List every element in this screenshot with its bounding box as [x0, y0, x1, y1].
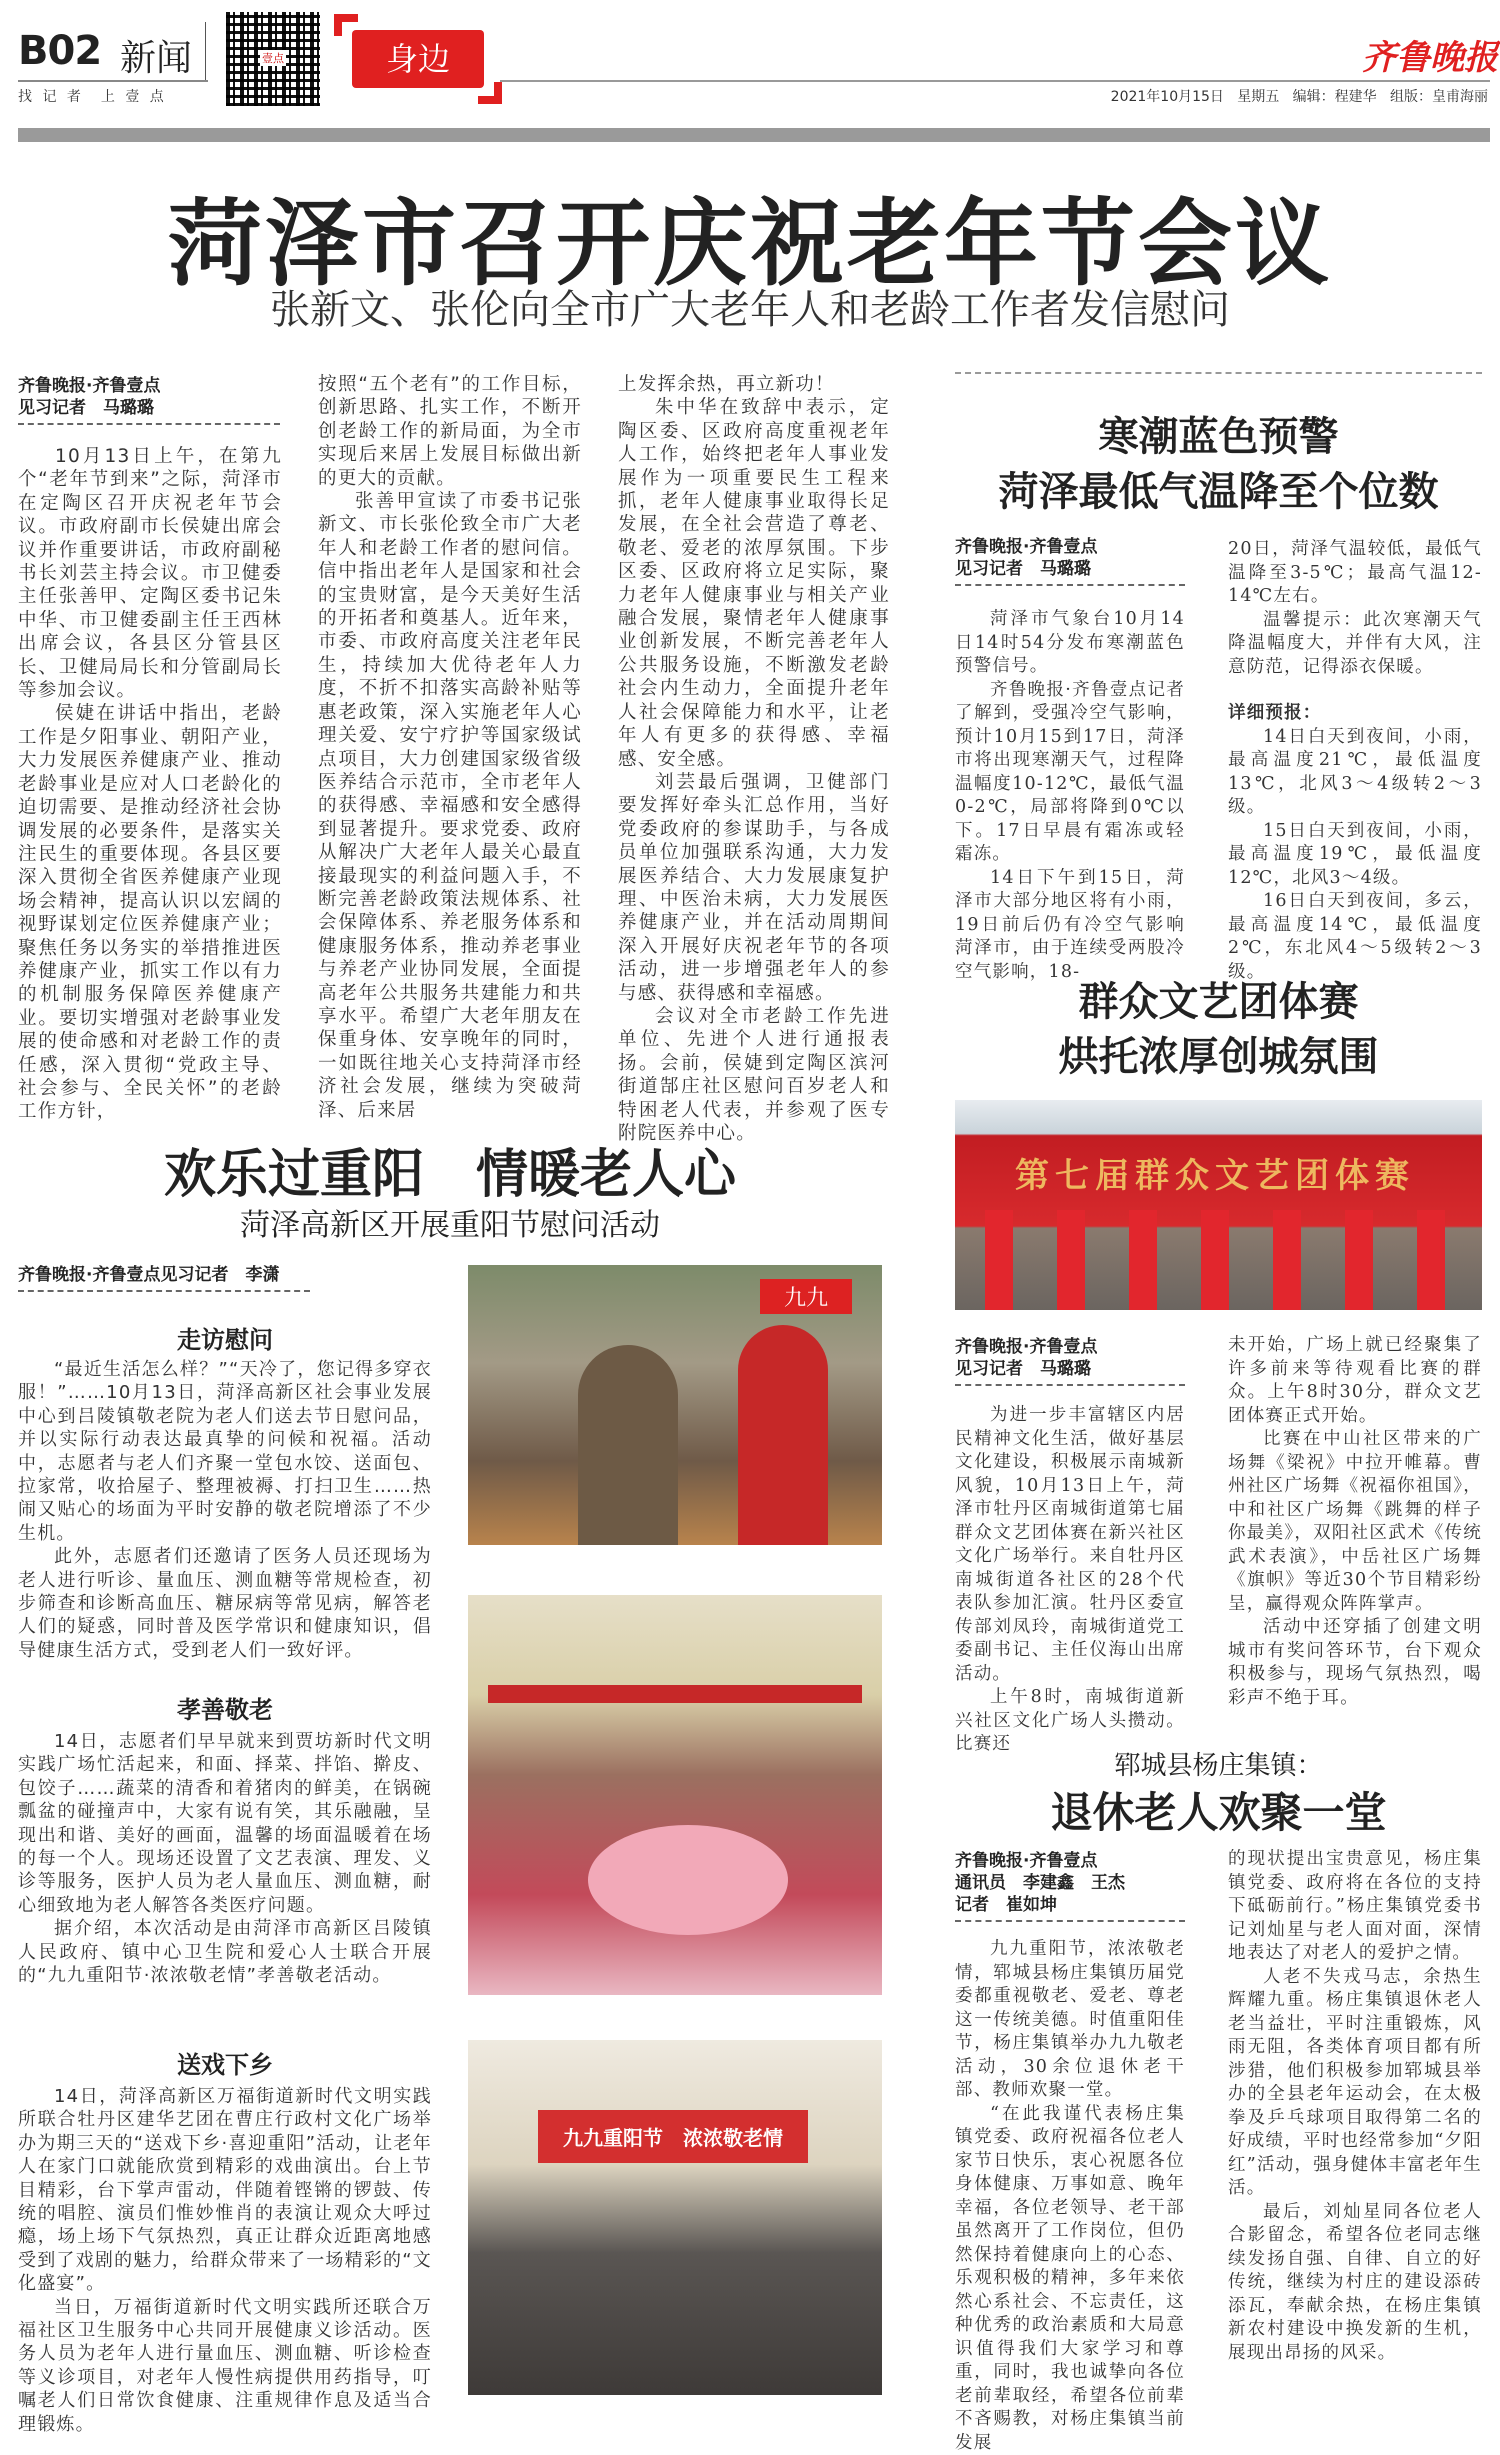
retirees-column-2 [1228, 1848, 1482, 2365]
section-name: 新闻 [120, 30, 192, 81]
byline-correspondents: 通讯员 李建鑫 王杰 [955, 1872, 1185, 1894]
slogan: 找 记 者 上 壹 点 [18, 86, 167, 106]
chongyang-byline: 齐鲁晚报·齐鲁壹点见习记者 李潇 [18, 1264, 310, 1292]
byline-source: 齐鲁晚报·齐鲁壹点 [955, 1850, 1185, 1872]
issue-weekday: 星期五 [1237, 89, 1279, 105]
byline-reporter: 见习记者 马璐璐 [955, 558, 1185, 580]
dance-performance-photo [955, 1100, 1482, 1310]
header-underline [18, 80, 208, 82]
weather-forecast-list [1228, 726, 1482, 985]
right-column-rule [955, 372, 1482, 374]
paragraph: 齐鲁晚报·齐鲁壹点记者了解到，受强冷空气影响，预计10月15到17日，菏泽市将出现寒潮天气，过程降温幅度10-12℃，最低气温0-2℃，局部将降到0℃以下。17日早晨有霜冻或轻霜冻。 [955, 679, 1185, 867]
paragraph: 此外，志愿者们还邀请了医务人员还现场为老人进行听诊、量血压、测血糖等常规检查，初步筛查和诊断高血压、糖尿病等常见病，解答老人们的疑惑，同时普及医学常识和健康知识，倡导健康生活方式，受到老人们一致好评。 [18, 1545, 432, 1662]
paragraph: 朱中华在致辞中表示，定陶区委、区政府高度重视老年人工作，始终把老年人事业发展作为一项重要民生工程来抓，老年人健康事业取得长足发展，在全社会营造了尊老、敬老、爱老的浓厚氛围。下步区委、区政府将立足实际，聚力老年人健康事业与相关产业融合发展，聚情老年人健康事业创新发展，不断完善老年人公共服务设施，不断激发老龄社会内生动力，全面提升老年人社会保障能力和水平，让老年人有更多的获得感、幸福感、安全感。 [618, 396, 890, 771]
paragraph: 温馨提示：此次寒潮天气降温幅度大，并伴有大风，注意防范，记得添衣保暖。 [1228, 609, 1482, 680]
paragraph: 未开始，广场上就已经聚集了许多前来等待观看比赛的群众。上午8时30分，群众文艺团体赛正式开始。 [1228, 1334, 1482, 1428]
paragraph: 据介绍，本次活动是由菏泽市高新区吕陵镇人民政府、镇中心卫生院和爱心人士联合开展的“九九重阳节·浓浓敬老情”孝善敬老活动。 [18, 1917, 432, 1987]
paragraph: 的现状提出宝贵意见，杨庄集镇党委、政府将在各位的支持下砥砺前行。”杨庄集镇党委书记刘灿星与老人面对面，深情地表达了对老人的爱护之情。 [1228, 1848, 1482, 1966]
paragraph: 14日下午到15日，菏泽市大部分地区将有小雨，19日前后仍有冷空气影响菏泽市，由于连续受两股冷空气影响，18- [955, 867, 1185, 985]
dumpling-photo [468, 1595, 882, 1995]
section-title-opera: 送戏下乡 [18, 2045, 432, 2080]
paragraph: 九九重阳节，浓浓敬老情，郓城县杨庄集镇历届党委都重视敬老、爱老、尊老这一传统美德。时值重阳佳节，杨庄集镇举办九九敬老活动，30余位退休老干部、教师欢聚一堂。 [955, 1938, 1185, 2103]
weather-byline [955, 536, 1185, 586]
paragraph: 按照“五个老有”的工作目标，创新思路、扎实工作，不断开创老龄工作的新局面，为全市实现后来居上发展目标做出新的更大的贡献。 [318, 373, 582, 490]
forecast-heading: 详细预报： [1228, 702, 1482, 726]
retirees-byline [955, 1850, 1185, 1922]
arts-column-1 [955, 1404, 1185, 1757]
paragraph: 上午8时，南城街道新兴社区文化广场人头攒动。比赛还 [955, 1686, 1185, 1757]
paragraph: 16日白天到夜间，多云，最高温度14℃，最低温度2℃，东北风4～5级转2～3级。 [1228, 890, 1482, 984]
paragraph: 10月13日上午，在第九个“老年节到来”之际，菏泽市在定陶区召开庆祝老年节会议。市政府副市长侯婕出席会议并作重要讲话，市政府副秘书长刘芸主持会议。市卫健委主任张善甲、定陶区委书记朱中华、市卫健委副主任王西林出席会议，各县区分管县区长、卫健局局长和分管副局长等参加会议。 [18, 445, 282, 702]
section-title-visit: 走访慰问 [18, 1320, 432, 1355]
weather-text-a [1228, 538, 1482, 679]
paragraph: 人老不失戎马志，余热生辉耀九重。杨庄集镇退休老人老当益壮，平时注重锻炼，风雨无阻，各类体育项目都有所涉猎，他们积极参加郓城县举办的全县老年运动会，在太极拳及乒乓球项目取得第二名的好成绩，平时也经常参加“夕阳红”活动，强身健体丰富老年生活。 [1228, 1966, 1482, 2201]
arts-byline [955, 1336, 1185, 1386]
header-bar [18, 128, 1490, 142]
paragraph: 14日白天到夜间，小雨，最高温度21℃，最低温度13℃，北风3～4级转2～3级。 [1228, 726, 1482, 820]
photo-banner: 第七届群众文艺团体赛 [1015, 1148, 1415, 1197]
paragraph: 会议对全市老龄工作先进单位、先进个人进行通报表扬。会前，侯婕到定陶区滨河街道郜庄社区慰问百岁老人和特困老人代表，并参观了医专附院医养中心。 [618, 1005, 890, 1145]
photo-banner: 九九重阳节 浓浓敬老情 [538, 2110, 808, 2163]
paragraph: 20日，菏泽气温较低，最低气温降至3-5℃；最高气温12-14℃左右。 [1228, 538, 1482, 609]
qr-label: 壹点 [260, 50, 286, 66]
main-byline [18, 375, 280, 425]
byline-source: 齐鲁晚报·齐鲁壹点 [955, 536, 1185, 558]
byline-reporter: 见习记者 马璐璐 [955, 1358, 1185, 1380]
weather-column-1 [955, 608, 1185, 984]
chongyang-subheadline: 菏泽高新区开展重阳节慰问活动 [100, 1200, 800, 1244]
issue-date: 2021年10月15日 [1111, 89, 1224, 105]
byline-source: 齐鲁晚报·齐鲁壹点 [955, 1336, 1185, 1358]
main-column-3 [618, 373, 890, 1145]
weather-column-2 [1228, 538, 1482, 984]
paragraph: “最近生活怎么样？”“天冷了，您记得多穿衣服！”……10月13日，菏泽高新区社会事业发展中心到吕陵镇敬老院为老人们送去节日慰问品，并以实际行动表达最真挚的问候和祝福。活动中，志愿者与老人们齐聚一堂包水饺、送面包、拉家常，收拾屋子、整理被褥、打扫卫生……热闹又贴心的场面为平时安静的敬老院增添了不少生机。 [18, 1358, 432, 1545]
header-divider [205, 22, 206, 80]
newspaper-logo: 齐鲁晚报 [1362, 30, 1498, 79]
weather-headline-2: 菏泽最低气温降至个位数 [955, 460, 1482, 517]
retirees-headline: 退休老人欢聚一堂 [955, 1780, 1482, 1840]
filial-text [18, 1730, 432, 1987]
opera-photo [468, 2040, 882, 2395]
paragraph: 最后，刘灿星同各位老人合影留念，希望各位老同志继续发扬自强、自律、自立的好传统，继续为村庄的建设添砖添瓦，奉献余热，在杨庄集镇新农村建设中换发新的生机，展现出昂扬的风采。 [1228, 2201, 1482, 2366]
header-rule [500, 80, 1490, 82]
paragraph: 15日白天到夜间，小雨，最高温度19℃，最低温度12℃，北风3～4级。 [1228, 820, 1482, 891]
paragraph: 当日，万福街道新时代文明实践所还联合万福社区卫生服务中心共同开展健康义诊活动。医务人员为老年人进行量血压、测血糖、听诊检查等义诊项目，对老年人慢性病提供用药指导，叮嘱老人们日常饮食健康、注重规律作息及适当合理锻炼。 [18, 2296, 432, 2436]
opera-text [18, 2085, 432, 2436]
paragraph: 14日，菏泽高新区万福街道新时代文明实践所联合牡丹区建华艺团在曹庄行政村文化广场举办为期三天的“送戏下乡·喜迎重阳”活动，让老年人在家门口就能欣赏到精彩的戏曲演出。台上节目精彩，台下掌声雷动，伴随着铿锵的锣鼓、传统的唱腔、演员们惟妙惟肖的表演让观众大呼过瘾，场上场下气氛热烈，真正让群众近距离地感受到了戏剧的魅力，给群众带来了一场精彩的“文化盛宴”。 [18, 2085, 432, 2296]
paragraph: 比赛在中山社区带来的广场舞《梁祝》中拉开帷幕。曹州社区广场舞《祝福你祖国》，中和社区广场舞《跳舞的样子你最美》，双阳社区武术《传统武术表演》，中岳社区广场舞《旗帜》等近30个节目精彩纷呈，赢得观众阵阵掌声。 [1228, 1428, 1482, 1616]
retirees-column-1 [955, 1938, 1185, 2455]
paragraph: “在此我谨代表杨庄集镇党委、政府祝福各位老人家节日快乐，衷心祝愿各位身体健康、万事如意、晚年幸福，各位老领导、老干部虽然离开了工作岗位，但仍然保持着健康向上的心态、乐观积极的精神，多年来依然心系社会、不忘责任，这种优秀的政治素质和大局意识值得我们大家学习和尊重，同时，我也诚挚向各位老前辈取经，希望各位前辈不吝赐教，对杨庄集镇当前发展 [955, 2103, 1185, 2455]
byline-reporter: 见习记者 马璐璐 [18, 397, 280, 419]
paragraph: 14日，志愿者们早早就来到贾坊新时代文明实践广场忙活起来，和面、择菜、拌馅、擀皮、包饺子……蔬菜的清香和着猪肉的鲜美，在锅碗瓢盆的碰撞声中，大家有说有笑，其乐融融，呈现出和谐、美好的画面，温馨的场面温暖着在场的每一个人。现场还设置了文艺表演、理发、义诊等服务，医护人员为老人量血压、测血糖，耐心细致地为老人解答各类医疗问题。 [18, 1730, 432, 1917]
section-title-filial: 孝善敬老 [18, 1690, 432, 1725]
main-subheadline: 张新文、张伦向全市广大老年人和老龄工作者发信慰问 [0, 278, 1500, 335]
main-column-2 [318, 373, 582, 1122]
visit-photo [468, 1265, 882, 1545]
editor: 编辑：程建华 [1293, 89, 1377, 105]
issue-info [1111, 86, 1488, 106]
chongyang-headline: 欢乐过重阳 情暖老人心 [100, 1132, 800, 1207]
paragraph: 为进一步丰富辖区内居民精神文化生活，做好基层文化建设，积极展示南城新风貌，10月13日上午，菏泽市牡丹区南城街道第七届群众文艺团体赛在新兴社区文化广场举行。来自牡丹区南城街道各社区的28个代表队参加汇演。牡丹区委宣传部刘凤玲，南城街道党工委副书记、主任仪海山出席活动。 [955, 1404, 1185, 1686]
main-headline: 菏泽市召开庆祝老年节会议 [0, 168, 1500, 303]
paragraph: 菏泽市气象台10月14日14时54分发布寒潮蓝色预警信号。 [955, 608, 1185, 679]
main-column-1 [18, 445, 282, 1124]
retirees-kicker: 郓城县杨庄集镇： [955, 1745, 1482, 1782]
arts-column-2 [1228, 1334, 1482, 1710]
photo-banner: 九九 [760, 1279, 852, 1314]
arts-headline-2: 烘托浓厚创城氛围 [955, 1025, 1482, 1082]
paragraph: 侯婕在讲话中指出，老龄工作是夕阳事业、朝阳产业，大力发展医养健康产业、推动老龄事业是应对人口老龄化的迫切需要、是推动经济社会协调发展的必要条件，是落实关注民生的重要体现。各县区要深入贯彻全省医养健康产业现场会精神，提高认识以宏阔的视野谋划定位医养健康产业；聚焦任务以务实的举措推进医养健康产业，抓实工作以有力的机制服务保障医养健康产业。要切实增强对老龄事业发展的使命感和对老龄工作的责任感，深入贯彻“党政主导、社会参与、全民关怀”的老龄工作方针， [18, 702, 282, 1123]
visit-text [18, 1358, 432, 1662]
byline-reporter: 记者 崔如坤 [955, 1894, 1185, 1916]
paragraph: 张善甲宣读了市委书记张新文、市长张伦致全市广大老年人和老龄工作者的慰问信。信中指出老年人是国家和社会的宝贵财富，是今天美好生活的开拓者和奠基人。近年来，市委、市政府高度关注老年民生，持续加大优待老年人力度，不折不扣落实高龄补贴等惠老政策，深入实施老年人心理关爱、安宁疗护等国家级试点项目，大力创建国家级省级医养结合示范市，全市老年人的获得感、幸福感和安全感得到显著提升。要求党委、政府从解决广大老年人最关心最直接最现实的利益问题入手，不断完善老龄政策法规体系、社会保障体系、养老服务体系和健康服务体系，推动养老事业与养老产业协同发展，全面提高老年公共服务共建能力和共享水平。希望广大老年朋友在保重身体、安享晚年的同时，一如既往地关心支持菏泽市经济社会发展，继续为突破菏泽、后来居 [318, 490, 582, 1122]
paragraph: 活动中还穿插了创建文明城市有奖问答环节，台下观众积极参与，现场气氛热烈，喝彩声不绝于耳。 [1228, 1616, 1482, 1710]
weather-headline-1: 寒潮蓝色预警 [955, 405, 1482, 462]
dancers [955, 1210, 1482, 1310]
paragraph: 刘芸最后强调，卫健部门要发挥好牵头汇总作用，当好党委政府的参谋助手，与各成员单位加强联系沟通，大力发展医养结合、大力发展康复护理、中医治未病，大力发展医养健康产业，并在活动周期间深入开展好庆祝老年节的各项活动，进一步增强老年人的参与感、获得感和幸福感。 [618, 771, 890, 1005]
layout-editor: 组版：皇甫海丽 [1390, 89, 1488, 105]
section-tag: 身边 [352, 30, 484, 88]
byline-source: 齐鲁晚报·齐鲁壹点 [18, 375, 280, 397]
paragraph: 上发挥余热，再立新功！ [618, 373, 890, 396]
page-number: B02 [18, 28, 101, 74]
arts-headline-1: 群众文艺团体赛 [955, 970, 1482, 1027]
